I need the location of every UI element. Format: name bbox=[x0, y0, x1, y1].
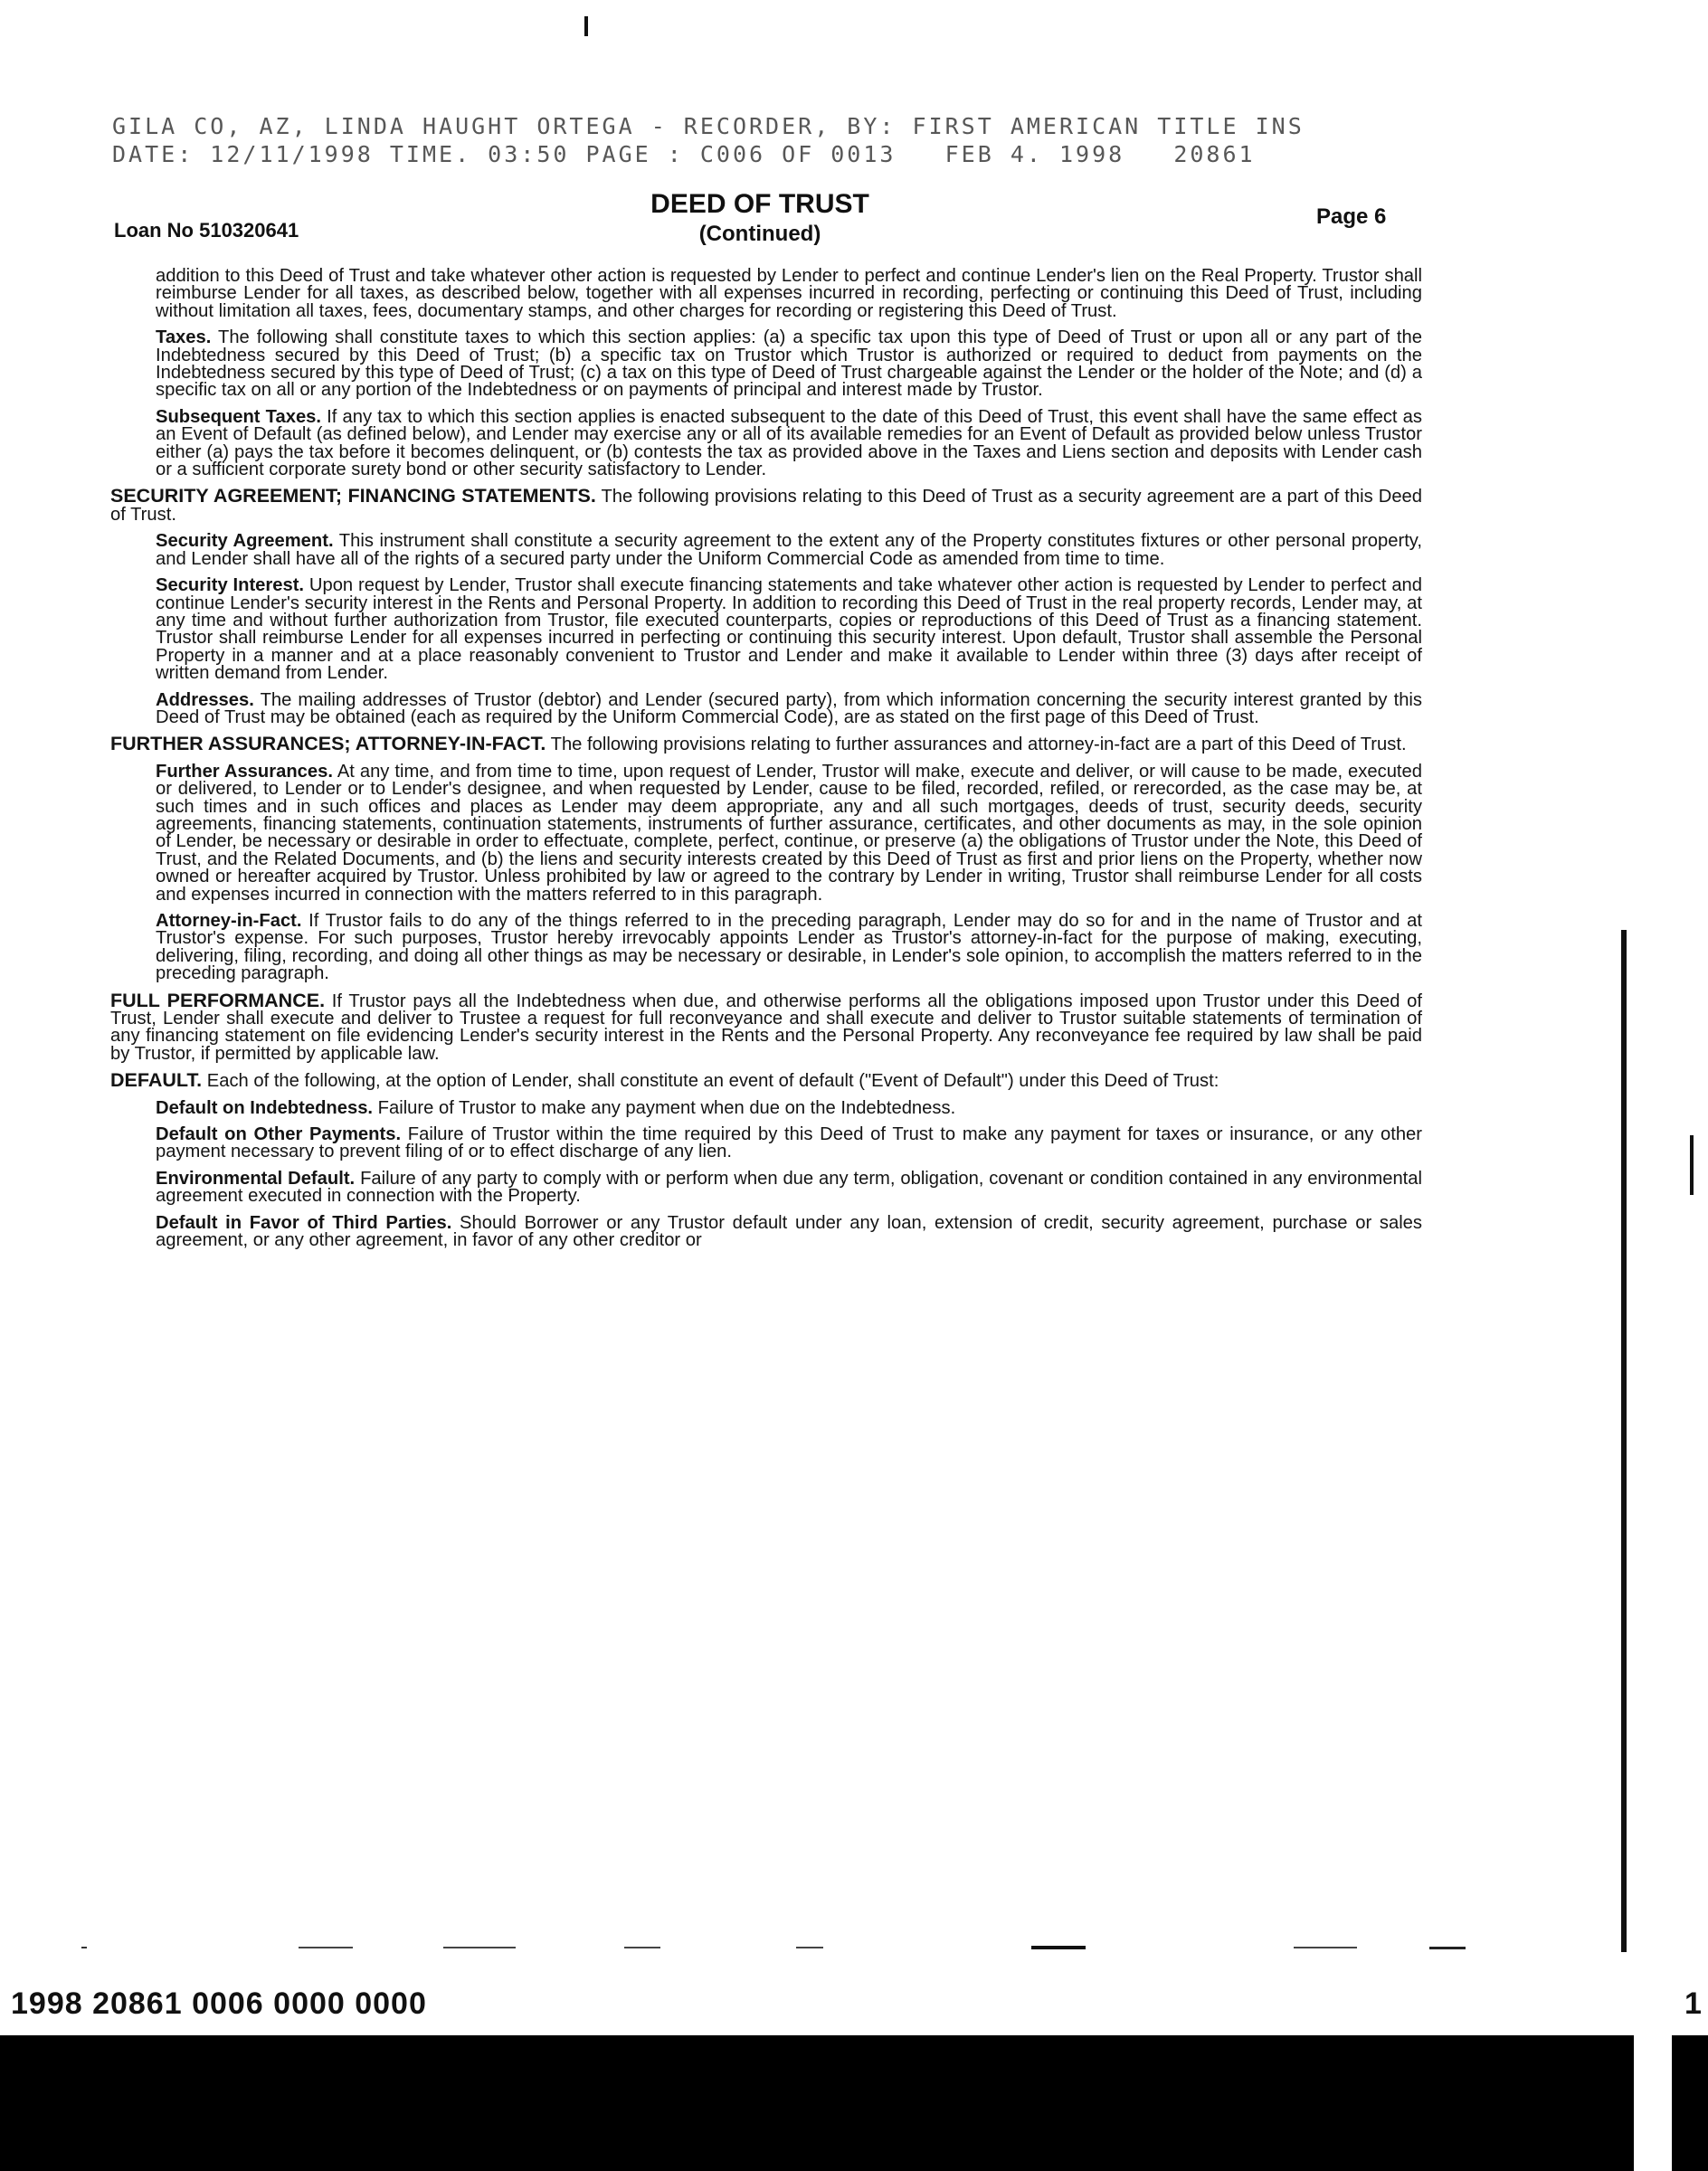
paragraph-text: If any tax to which this section applies is enacted subsequent to the date of this Deed of Trust, this event shall have the same effect as an Event of Default (as defined below), and Lender may exercise any or all of its available remedies for an Event of Default as provided below unless Trustor either (a) pays the tax before it becomes delinquent, or (b) contests the tax as provided above in the Taxes and Liens section and deposits with Lender cash or a sufficient corporate surety bond or other security satisfactory to Lender. bbox=[156, 406, 1422, 480]
subsection-paragraph bbox=[156, 1097, 1422, 1118]
paragraph-text: The following provisions relating to this Deed of Trust as a security agreement are a part of this Deed of Trust. bbox=[110, 487, 1422, 525]
loan-number: Loan No 510320641 bbox=[114, 219, 299, 242]
subsection-heading: Further Assurances. bbox=[156, 761, 333, 782]
subsection-paragraph bbox=[156, 1168, 1423, 1207]
paragraph-text: addition to this Deed of Trust and take whatever other action is requested by Lender to perfect and continue Lender's lien on the Real Property. Trustor shall reimburse Lender for all taxes, as described below, together with all expenses incurred in recording, perfecting or continuing this Deed of Trust, including without limitation all taxes, fees, documentary stamps, and other charges for recording or registering this Deed of Trust. bbox=[156, 266, 1422, 321]
paragraph-text: The following shall constitute taxes to which this section applies: (a) a specific tax upon this type of Deed of Trust or upon all or any part of the Indebtedness secured by this Deed of Trust; (b) a specific tax on Trustor which Trustor is authorized or required to deduct from payments on the Indebtedness secured by this type of Deed of Trust; (c) a tax on this type of Deed of Trust chargeable against the Lender or the holder of the Note; and (d) a specific tax on all or any portion of the Indebtedness or on payments of principal and interest made by Trustor. bbox=[156, 327, 1422, 401]
document-title bbox=[543, 188, 977, 248]
subsection-heading: Environmental Default. bbox=[156, 1168, 356, 1189]
scan-noise-line bbox=[81, 1945, 1493, 1950]
scan-bottom-band bbox=[0, 2035, 1708, 2171]
subtitle-text: (Continued) bbox=[698, 222, 821, 246]
paragraph-text: Upon request by Lender, Trustor shall execute financing statements and take whatever other action is requested by Lender to perfect and continue Lender's security interest in the Rents and Personal Property. In addition to recording this Deed of Trust in the real property records, Lender may, at any time and without further authorization from Trustor, file executed counterparts, copies or reproductions of this Deed of Trust as a financing statement. Trustor shall reimburse Lender for all expenses incurred in perfecting or continuing this security interest. Upon default, Trustor shall assemble the Personal Property in a manner and at a place reasonably convenient to Trustor and Lender and make it available to Lender within three (3) days after receipt of written demand from Lender. bbox=[156, 575, 1423, 684]
paragraph-text: If Trustor fails to do any of the things referred to in the preceding paragraph, Lender may do so for and in the name of Trustor and at Trustor's expense. For such purposes, Trustor hereby irrevocably appoints Lender as Trustor's attorney-in-fact for the purpose of making, executing, delivering, filing, recording, and doing all other things as may be necessary or desirable, in Lender's sole opinion, to accomplish the matters referred to in the preceding paragraph. bbox=[156, 911, 1422, 984]
section-paragraph bbox=[110, 989, 1423, 1064]
subsection-paragraph bbox=[156, 1126, 1422, 1161]
subsection-paragraph bbox=[156, 329, 1422, 400]
recorder-stamp-line-2: DATE: 12/11/1998 TIME. 03:50 PAGE : C006 OF 0013 FEB 4. 1998 20861 bbox=[112, 141, 1256, 167]
paragraph-text: Each of the following, at the option of Lender, shall constitute an event of default ("Event of Default") under this Deed of Trust: bbox=[206, 1071, 1219, 1092]
subsection-paragraph bbox=[156, 406, 1422, 480]
scan-edge-mark bbox=[1690, 1135, 1694, 1195]
recorder-stamp-line-1: GILA CO, AZ, LINDA HAUGHT ORTEGA - RECORDER, BY: FIRST AMERICAN TITLE INS bbox=[112, 113, 1305, 139]
section-paragraph bbox=[110, 735, 1422, 754]
paragraph-text: The mailing addresses of Trustor (debtor) and Lender (secured party), from which information concerning the security interest granted by this Deed of Trust may be obtained (each as required by the Uniform Commercial Code), are as stated on the first page of this Deed of Trust. bbox=[156, 689, 1423, 727]
subsection-heading: Addresses. bbox=[156, 689, 254, 710]
subsection-paragraph bbox=[156, 577, 1422, 682]
section-paragraph bbox=[110, 1069, 1422, 1092]
subsection-paragraph bbox=[156, 689, 1423, 727]
section-paragraph bbox=[110, 485, 1422, 525]
title-text: DEED OF TRUST bbox=[650, 189, 869, 219]
subsection-heading: Security Agreement. bbox=[156, 531, 334, 552]
page-number: Page 6 bbox=[1316, 204, 1387, 229]
subsection-paragraph bbox=[156, 268, 1422, 320]
scan-band-gap bbox=[1634, 2035, 1672, 2171]
subsection-heading: Taxes. bbox=[156, 327, 212, 348]
paragraph-text: The following provisions relating to further assurances and attorney-in-fact are a part of this Deed of Trust. bbox=[550, 735, 1407, 755]
recording-edge-digit: 1 bbox=[1684, 1986, 1702, 2021]
scan-speck bbox=[584, 16, 588, 36]
subsection-heading: Default on Other Payments. bbox=[156, 1124, 402, 1145]
paragraph-text: Failure of Trustor within the time required by this Deed of Trust to make any payment for taxes or insurance, or any other payment necessary to prevent filing of or to effect discharge of any lien. bbox=[156, 1124, 1423, 1162]
subsection-heading: Default in Favor of Third Parties. bbox=[156, 1212, 452, 1233]
section-heading: FURTHER ASSURANCES; ATTORNEY-IN-FACT. bbox=[110, 733, 546, 755]
subsection-heading: Subsequent Taxes. bbox=[156, 406, 322, 427]
scan-edge-bar bbox=[1621, 930, 1627, 1952]
paragraph-text: This instrument shall constitute a security agreement to the extent any of the Property constitutes fixtures or other personal property, and Lender shall have all of the rights of a secured party under the Uniform Commercial Code as amended from time to time. bbox=[156, 531, 1423, 569]
subsection-paragraph bbox=[156, 763, 1422, 904]
subsection-heading: Attorney-in-Fact. bbox=[156, 911, 302, 931]
section-heading: FULL PERFORMANCE. bbox=[110, 989, 326, 1011]
section-heading: SECURITY AGREEMENT; FINANCING STATEMENTS. bbox=[110, 485, 596, 507]
subsection-heading: Default on Indebtedness. bbox=[156, 1097, 374, 1118]
subsection-paragraph bbox=[156, 533, 1422, 568]
paragraph-text: Failure of any party to comply with or perform when due any term, obligation, covenant or condition contained in any environmental agreement executed in connection with the Property. bbox=[156, 1168, 1423, 1207]
subsection-heading: Security Interest. bbox=[156, 575, 305, 596]
paragraph-text: If Trustor pays all the Indebtedness when due, and otherwise performs all the obligations imposed upon Trustor under this Deed of Trust, Lender shall execute and deliver to Trustee a request for full reconveyance and shall execute and deliver to Trustor suitable statements of termination of any financing statement on file evidencing Lender's security interest in the Rents and the Personal Property. Any reconveyance fee required by law shall be paid by Trustor, if permitted by applicable law. bbox=[110, 991, 1423, 1064]
recording-number: 1998 20861 0006 0000 0000 bbox=[11, 1986, 427, 2021]
subsection-paragraph bbox=[156, 913, 1422, 983]
subsection-paragraph bbox=[156, 1212, 1423, 1251]
document-body bbox=[110, 268, 1422, 1259]
paragraph-text: Should Borrower or any Trustor default under any loan, extension of credit, security agreement, purchase or sales agreement, or any other agreement, in favor of any other creditor or bbox=[156, 1212, 1423, 1251]
paragraph-text: Failure of Trustor to make any payment when due on the Indebtedness. bbox=[377, 1097, 956, 1118]
paragraph-text: At any time, and from time to time, upon request of Lender, Trustor will make, execute and deliver, or will cause to be made, executed or delivered, to Lender or to Lender's designee, and when requested by Lender, cause to be filed, recorded, refiled, or rerecorded, as the case may be, at such times and in such offices and places as Lender may deem appropriate, any and all such mortgages, deeds of trust, security deeds, security agreements, financing statements, continuation statements, instruments of further assurance, certificates, and other documents as may, in the sole opinion of Lender, be necessary or desirable in order to effectuate, complete, perfect, continue, or preserve (a) the obligations of Trustor under the Note, this Deed of Trust, and the Related Documents, and (b) the liens and security interests created by this Deed of Trust as first and prior liens on the Property, whether now owned or hereafter acquired by Trustor. Unless prohibited by law or agreed to the contrary by Lender in writing, Trustor shall reimburse Lender for all costs and expenses incurred in connection with the matters referred to in this paragraph. bbox=[156, 761, 1422, 905]
recorder-stamp bbox=[112, 112, 1415, 168]
section-heading: DEFAULT. bbox=[110, 1069, 203, 1092]
